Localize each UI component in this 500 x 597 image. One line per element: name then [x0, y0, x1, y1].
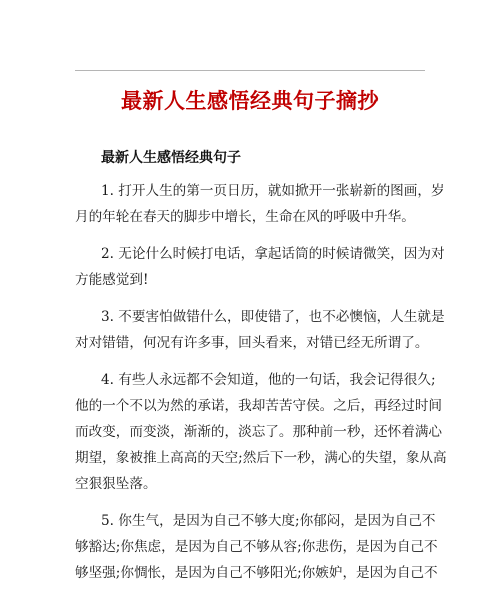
document-title: 最新人生感悟经典句子摘抄: [121, 88, 379, 113]
paragraph-line: 够坚强;你惆怅，是因为自己不够阳光;你嫉妒，是因为自己不: [75, 565, 438, 581]
paragraph-line: 而改变，而变淡，渐渐的，淡忘了。那种前一秒，还怀着满心: [75, 424, 443, 440]
paragraph: [75, 241, 445, 293]
document-body: [75, 178, 447, 597]
paragraph: [75, 508, 438, 586]
paragraph-line: 他的一个不以为然的承诺，我却苦苦守侯。之后，再经过时间: [75, 398, 443, 414]
paragraph-line: 1. 打开人生的第一页日历，就如掀开一张崭新的图画，岁: [101, 183, 445, 199]
paragraph-line: 2. 无论什么时候打电话，拿起话筒的时候请微笑，因为对: [101, 246, 445, 262]
paragraph-line: 4. 有些人永远都不会知道，他的一句话，我会记得很久;: [101, 372, 436, 388]
paragraph-line: 3. 不要害怕做错什么，即使错了，也不必懊恼，人生就是: [101, 309, 445, 325]
section-heading: 最新人生感悟经典句子: [101, 150, 241, 166]
paragraph-line: 期望，象被推上高高的天空;然后下一秒，满心的失望，象从高: [75, 450, 447, 466]
paragraph: [75, 367, 447, 497]
paragraph-line: 月的年轮在春天的脚步中增长，生命在风的呼吸中升华。: [75, 209, 415, 225]
paragraph: [75, 178, 445, 230]
paragraph-line: 够豁达;你焦虑，是因为自己不够从容;你悲伤，是因为自己不: [75, 539, 438, 555]
header-rule: [75, 70, 425, 71]
paragraph: [75, 304, 445, 356]
paragraph-line: 空狠狠坠落。: [75, 476, 157, 492]
paragraph-line: 5. 你生气，是因为自己不够大度;你郁闷，是因为自己不: [101, 513, 436, 529]
paragraph-line: 对对错错，何况有许多事，回头看来，对错已经无所谓了。: [75, 335, 429, 351]
paragraph-line: 方能感觉到!: [75, 272, 149, 288]
